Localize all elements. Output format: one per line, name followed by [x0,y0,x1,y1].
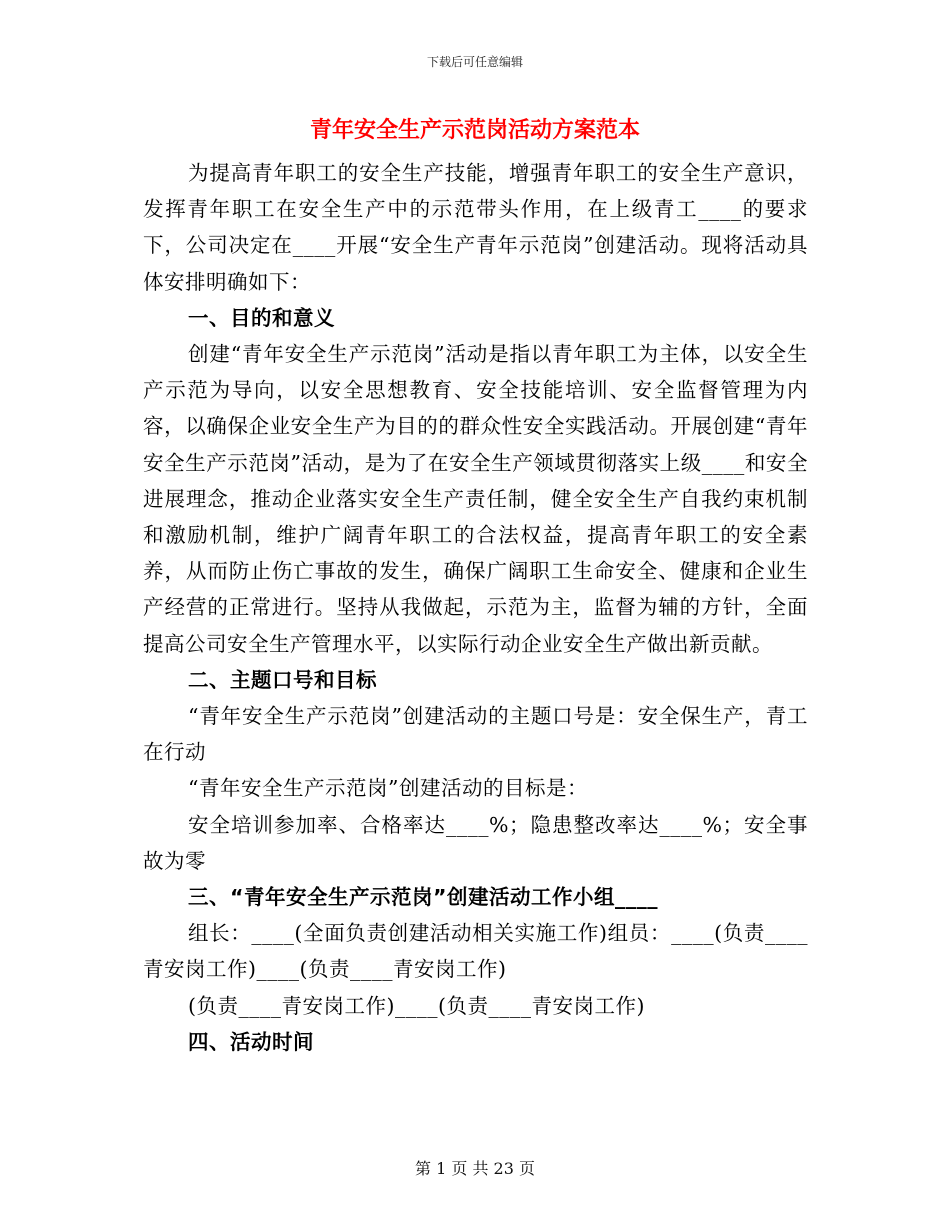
document-body [143,155,808,1060]
section-heading-slogan: 二、主题口号和目标 [188,667,377,692]
section-heading-purpose: 一、目的和意义 [188,305,335,330]
goal-paragraph: 安全培训参加率、合格率达____%；隐患整改率达____%；安全事故为零 [143,812,808,873]
page-footer: 第 1 页 共 23 页 [415,1159,535,1178]
group-members-continued: (负责____青安岗工作)____(负责____青安岗工作) [188,993,645,1018]
header-note: 下载后可任意编辑 [426,55,523,69]
slogan-paragraph: “青年安全生产示范岗”创建活动的主题口号是：安全保生产，青工在行动 [143,704,808,765]
section-heading-activity-time: 四、活动时间 [188,1029,314,1054]
group-members-paragraph: 组长：____(全面负责创建活动相关实施工作)组员：____(负责____青安岗工作)____(负责____青安岗工作) [143,921,808,982]
section-heading-working-group: 三、“青年安全生产示范岗”创建活动工作小组____ [188,885,658,910]
document-title: 青年安全生产示范岗活动方案范本 [309,118,640,143]
intro-paragraph: 为提高青年职工的安全生产技能，增强青年职工的安全生产意识，发挥青年职工在安全生产中的示范带头作用，在上级青工____的要求下，公司决定在____开展“安全生产青年示范岗”创建活动。现将活动具体安排明确如下： [143,161,808,294]
purpose-paragraph: 创建“青年安全生产示范岗”活动是指以青年职工为主体，以安全生产示范为导向，以安全思想教育、安全技能培训、安全监督管理为内容，以确保企业安全生产为目的的群众性安全实践活动。开展创建“青年安全生产示范岗”活动，是为了在安全生产领域贯彻落实上级____和安全进展理念，推动企业落实安全生产责任制，健全安全生产自我约束机制和激励机制，维护广阔青年职工的合法权益，提高青年职工的安全素养，从而防止伤亡事故的发生，确保广阔职工生命安全、健康和企业生产经营的正常进行。坚持从我做起，示范为主，监督为辅的方针，全面提高公司安全生产管理水平，以实际行动企业安全生产做出新贡献。 [143,342,808,656]
goal-intro-paragraph: “青年安全生产示范岗”创建活动的目标是： [188,776,588,801]
